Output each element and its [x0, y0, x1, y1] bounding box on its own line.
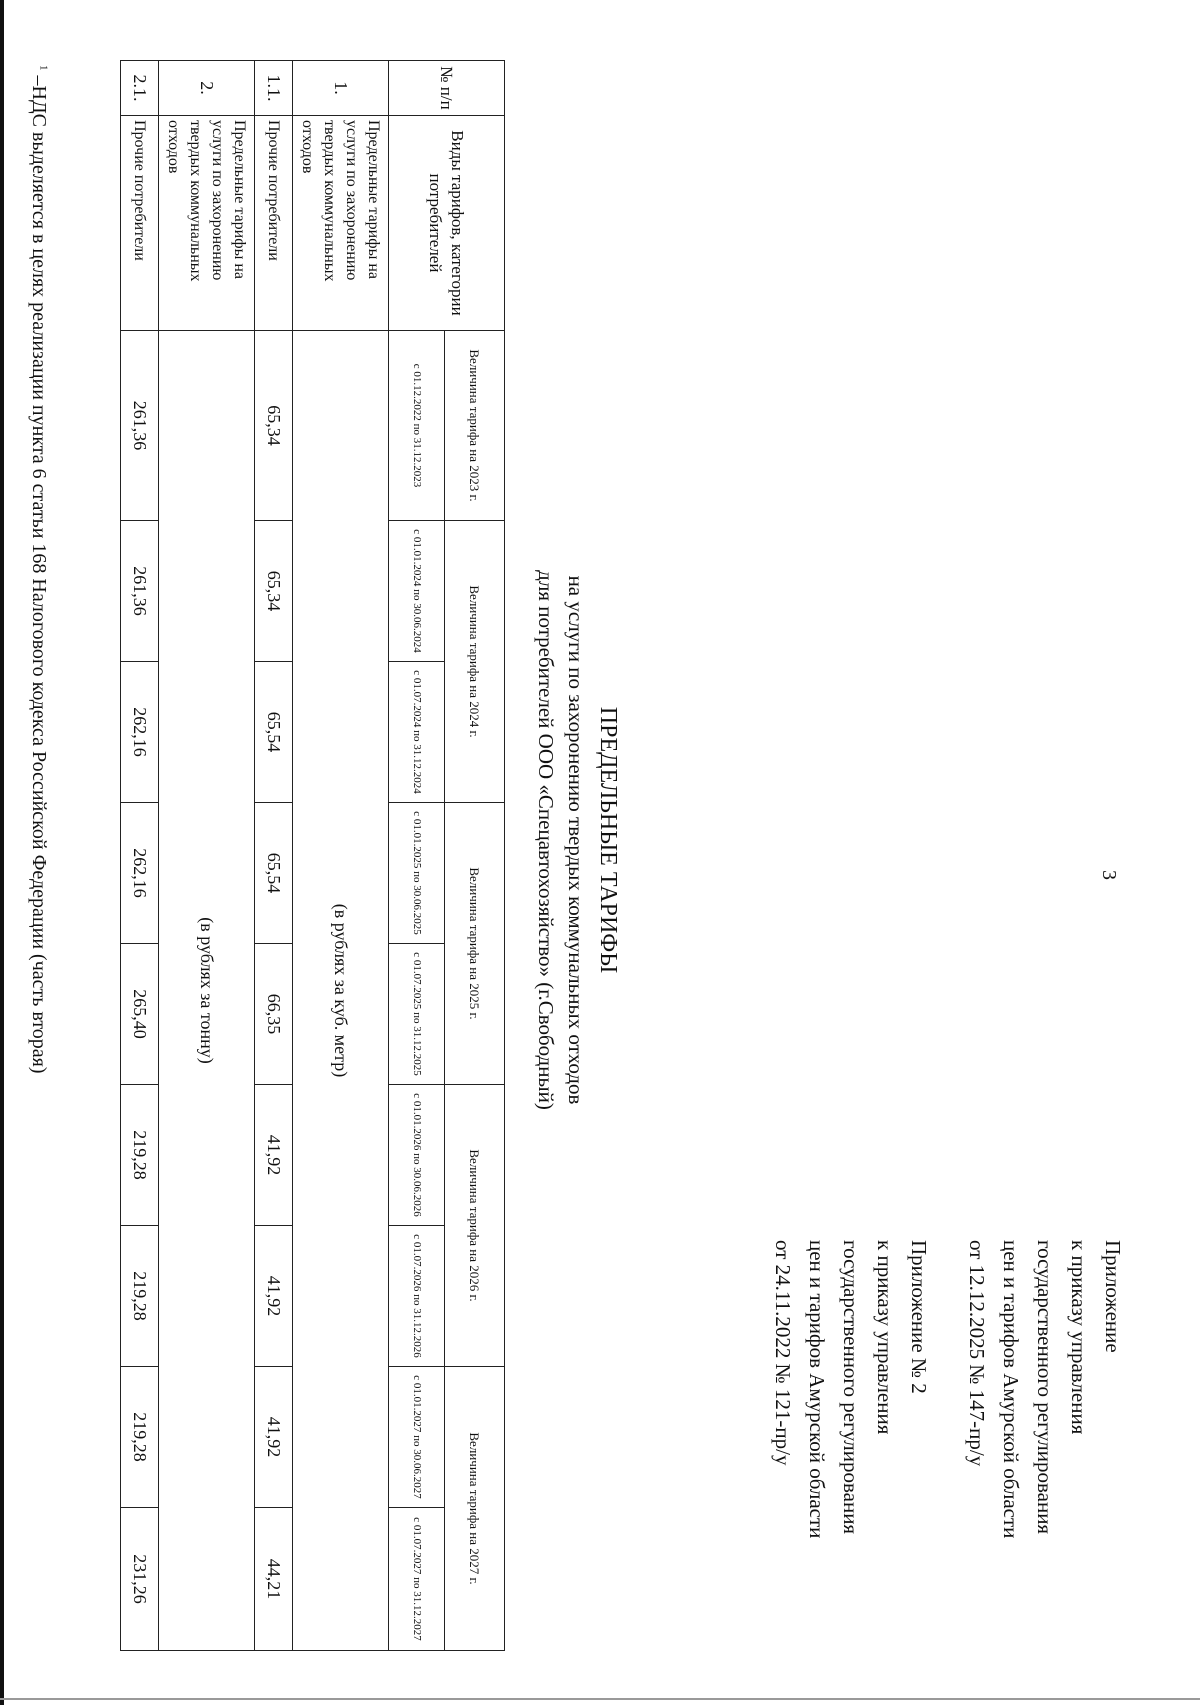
header-year: Величина тарифа на 2024 г. [445, 521, 505, 803]
table-row [293, 61, 389, 1651]
footnote-text: –НДС выделяется в целях реализации пункта 6 статьи 168 Налогового кодекса Российской Федерации (часть вторая) [28, 75, 50, 1074]
tariff-value: 44,21 [255, 1508, 293, 1651]
table-row [255, 61, 293, 1651]
rotated-document-page [20, 40, 1130, 1695]
row-num: 1. [293, 61, 389, 116]
tariff-value: 65,34 [255, 521, 293, 662]
header-period: с 01.01.2024 по 30.06.2024 [389, 521, 445, 662]
header-year: Величина тарифа на 2027 г. [445, 1367, 505, 1651]
header-num: № п/п [389, 61, 505, 116]
tariff-value: 262,16 [121, 662, 159, 803]
row-num: 2.1. [121, 61, 159, 116]
footnote [27, 65, 50, 1074]
tariff-value: 219,28 [121, 1367, 159, 1508]
header-period: с 01.07.2024 по 31.12.2024 [389, 662, 445, 803]
title-main: ПРЕДЕЛЬНЫЕ ТАРИФЫ [595, 706, 621, 974]
row-num: 1.1. [255, 61, 293, 116]
title-subtitle: для потребителей ООО «Спецавтохозяйство» (г.Свободный) [534, 570, 558, 1110]
row-unit: (в рублях за куб. метр) [293, 331, 389, 1651]
tariff-value: 262,16 [121, 803, 159, 944]
header-year: Величина тарифа на 2023 г. [445, 331, 505, 521]
tariff-value: 66,35 [255, 944, 293, 1085]
header-category: Виды тарифов, категории потребителей [389, 116, 505, 331]
tariff-value: 41,92 [255, 1367, 293, 1508]
footnote-marker: 1 [37, 65, 50, 71]
appendix-original-line: от 24.11.2022 № 121-пр/у [771, 1240, 795, 1466]
header-year: Величина тарифа на 2026 г. [445, 1085, 505, 1367]
header-period: с 01.07.2025 по 31.12.2025 [389, 944, 445, 1085]
tariff-value: 261,36 [121, 521, 159, 662]
header-period: с 01.12.2022 по 31.12.2023 [389, 331, 445, 521]
tariff-value: 65,34 [255, 331, 293, 521]
appendix-original-line: государственного регулирования [839, 1240, 863, 1535]
page-left-edge [0, 0, 4, 1705]
appendix-block [766, 1240, 1130, 1538]
appendix-current-line: государственного регулирования [1033, 1240, 1057, 1535]
appendix-current-line: Приложение [1101, 1240, 1125, 1353]
row-num: 2. [159, 61, 255, 116]
header-period: с 01.01.2025 по 30.06.2025 [389, 803, 445, 944]
appendix-current-line: от 12.12.2025 № 147-пр/у [965, 1240, 989, 1467]
tariff-value: 41,92 [255, 1085, 293, 1226]
appendix-original-line: Приложение № 2 [907, 1240, 931, 1394]
tariff-value: 265,40 [121, 944, 159, 1085]
header-row [445, 61, 505, 1651]
tariff-value: 219,28 [121, 1085, 159, 1226]
row-unit: (в рублях за тонну) [159, 331, 255, 1651]
title-subtitle: на услуги по захоронению твердых коммунальных отходов [564, 575, 588, 1105]
appendix-current-line: цен и тарифов Амурской области [999, 1240, 1023, 1539]
tariff-value: 261,36 [121, 331, 159, 521]
row-category: Прочие потребители [255, 116, 293, 331]
tariff-value: 65,54 [255, 803, 293, 944]
header-year: Величина тарифа на 2025 г. [445, 803, 505, 1085]
header-period: с 01.01.2027 по 30.06.2027 [389, 1367, 445, 1508]
page-number: 3 [1098, 870, 1120, 880]
tariff-value: 231,26 [121, 1508, 159, 1651]
tariffs-table [120, 60, 505, 1651]
row-category: Предельные тарифы на услуги по захоронению твердых коммунальных отходов [159, 116, 255, 331]
tariff-value: 65,54 [255, 662, 293, 803]
row-category: Предельные тарифы на услуги по захоронению твердых коммунальных отходов [293, 116, 389, 331]
tariff-value: 41,92 [255, 1226, 293, 1367]
header-period: с 01.07.2027 по 31.12.2027 [389, 1508, 445, 1651]
appendix-original-line: цен и тарифов Амурской области [805, 1240, 829, 1539]
document-title [531, 460, 625, 1220]
table-row [121, 61, 159, 1651]
page-bottom-edge [0, 1698, 1200, 1700]
row-category: Прочие потребители [121, 116, 159, 331]
table-row [159, 61, 255, 1651]
tariff-value: 219,28 [121, 1226, 159, 1367]
appendix-original-line: к приказу управления [873, 1240, 897, 1435]
header-period: с 01.01.2026 по 30.06.2026 [389, 1085, 445, 1226]
header-period: с 01.07.2026 по 31.12.2026 [389, 1226, 445, 1367]
appendix-current-line: к приказу управления [1067, 1240, 1091, 1435]
